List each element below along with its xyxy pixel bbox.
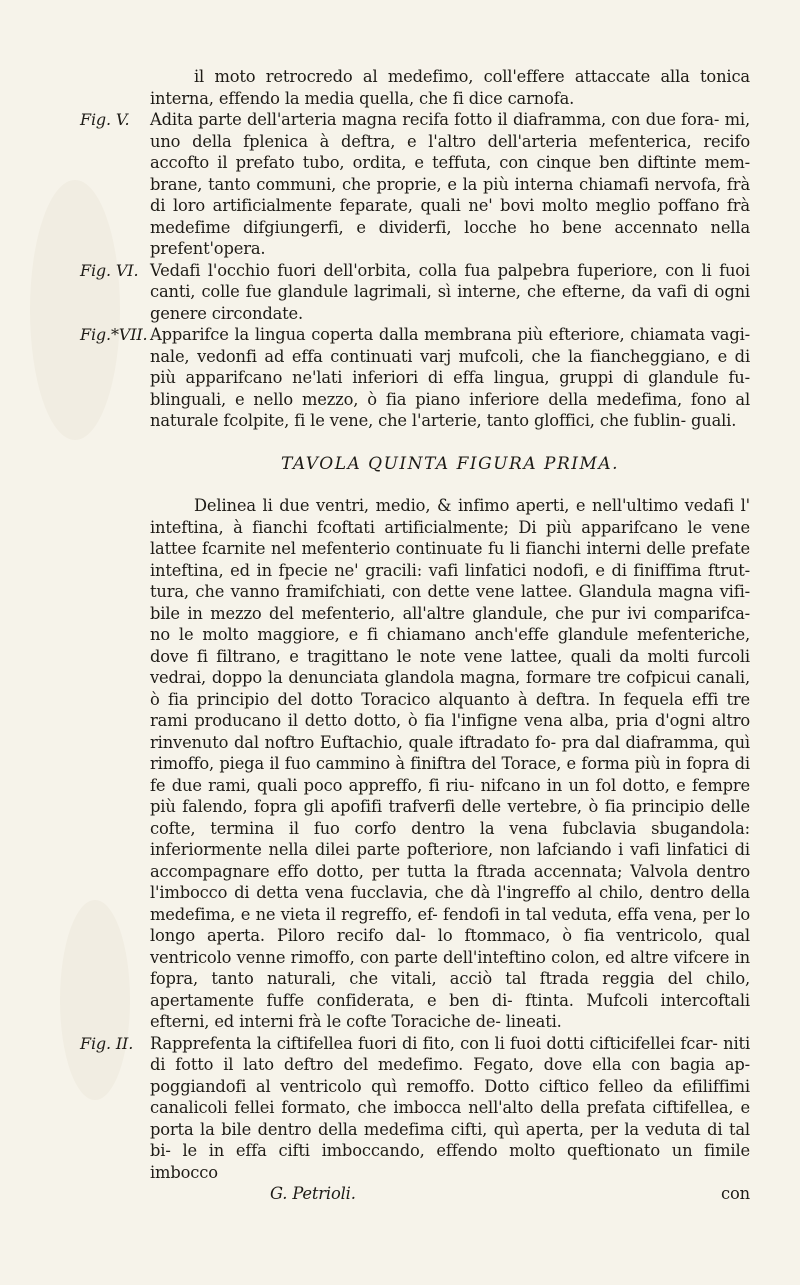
paragraph-text: Delinea li due ventri, medio, & infimo aperti, e nell'ultimo vedafi l' inteftina, à fianchi fcoftati artificialmente; Di più apparifcano le vene lattee fcarnite nel mefenterio continuate fu li fianchi interni delle prefate inteftina, ed in fpecie ne' gracili: vafi linfatici nodofi, e di finiffima ftrut- tura, che vanno framifchiati, con dette vene lattee. Glandula magna vifi- bile in mezzo del mefenterio, all'altre glandule, che pur ivi comparifca- no le molto maggiore, e fi chiamano anch'effe glandule mefenteriche, dove fi filtrano, e tragittano le note vene lattee, quali da molti furcoli vedrai, doppo la denunciata glandola magna, formare tre cofpicui canali, ò fia principio del dotto Toracico alquanto à deftra. In fequela effi tre rami producano il detto dotto, ò fia l'infigne vena alba, pria d'ogni altro rinvenuto dal noftro Euftachio, quale iftradato fo- pra dal diaframma, quì rimoffo, piega il fuo cammino à finiftra del Torace, e forma più in fopra di fe due rami, quali poco appreffo, fi riu- nifcano in un fol dotto, e fempre più falendo, fopra gli apofifi trafverfi delle vertebre, ò fia principio delle cofte, termina il fuo corfo dentro la vena fubclavia sbugandola: inferiormente nella dilei parte pofteriore, non lafciando i vafi linfatici di accompagnare effo dotto, per tutta la ftrada accennata; Valvola dentro l'imbocco di detta vena fucclavia, che dà l'ingreffo al chilo, dentro della medefima, e ne vieta il regreffo, ef- fendofi in tal veduta, effa vena, per lo longo aperta. Piloro recifo dal- lo ftommaco, ò fia ventricolo, qual ventricolo venne rimoffo, con parte dell'inteftino colon, ed altre vifcere in fopra, tanto naturali, che vitali, acciò tal ftrada reggia del chilo, apertamente fuffe confiderata, e ben di- ftinta. Mufcoli intercoftali efterni, ed interni frà le cofte Toraciche de- lineati. [150, 496, 750, 1031]
figure-paragraph-vii [80, 324, 750, 432]
printer-signature: G. Petrioli. [270, 1184, 356, 1203]
section-title: TAVOLA QUINTA FIGURA PRIMA. [280, 453, 620, 474]
figure-paragraph-v [80, 109, 750, 260]
figure-label: Fig. V. [80, 110, 130, 129]
figure-label: Fig.*VII. [80, 325, 148, 344]
paragraph-text: Rapprefenta la ciftifellea fuori di fito, con li fuoi dotti cifticifellei fcar- niti di fotto il lato deftro del medefimo. Fegato, dove ella con bagia ap- poggiandofi al ventricolo quì remoffo. Dotto ciftico felleo da efiliffimi canalicoli fellei formato, che imbocca nell'alto della prefata ciftifellea, e porta la bile dentro della medefima cifti, quì aperta, per la veduta di tal bi- le in effa cifti imboccando, effendo molto queftionato un fimile imbocco [150, 1033, 750, 1182]
footer-line [150, 1183, 750, 1205]
catchword: con [721, 1184, 750, 1203]
figure-label: Fig. II. [80, 1033, 134, 1053]
paragraph [150, 66, 750, 109]
figure-label: Fig. VI. [80, 260, 139, 280]
paragraph-text: il moto retrocredo al medefimo, coll'effere attaccate alla tonica interna, effendo la media quella, che fi dice carnofa. [150, 67, 750, 108]
figure-paragraph-vi [80, 260, 750, 325]
paragraph-text: Apparifce la lingua coperta dalla membrana più efteriore, chiamata vagi- nale, vedonfi ad effa continuati varj mufcoli, che la fiancheggiano, e di più apparifcano ne'lati inferiori di effa lingua, gruppi di glandule fu- blinguali, e nello mezzo, ò fia piano inferiore della medefima, fono al naturale fcolpite, fi le vene, che l'arterie, tanto gloffici, che fublin- guali. [150, 325, 750, 430]
document-text [80, 66, 750, 1205]
figure-paragraph-ii [80, 1033, 750, 1184]
paper-stain [60, 900, 130, 1100]
paragraph-text: Vedafi l'occhio fuori dell'orbita, colla fua palpebra fuperiore, con li fuoi canti, colle fue glandule lagrimali, sì interne, che efterne, da vafi di ogni genere circondate. [150, 260, 750, 323]
paragraph-text: Adita parte dell'arteria magna recifa fotto il diaframma, con due fora- mi, uno della fplenica à deftra, e l'altro dell'arteria mefenterica, recifo accofto il prefato tubo, ordita, e teffuta, con cinque ben diftinte mem- brane, tanto communi, che proprie, e la più interna chiamafi nervofa, frà di loro artificialmente feparate, quali ne' bovi molto meglio poffano frà medefime difgiungerfi, e dividerfi, locche ho bene accennato nella prefent'opera. [150, 110, 750, 258]
paper-stain [30, 180, 120, 440]
paragraph [150, 495, 750, 1033]
